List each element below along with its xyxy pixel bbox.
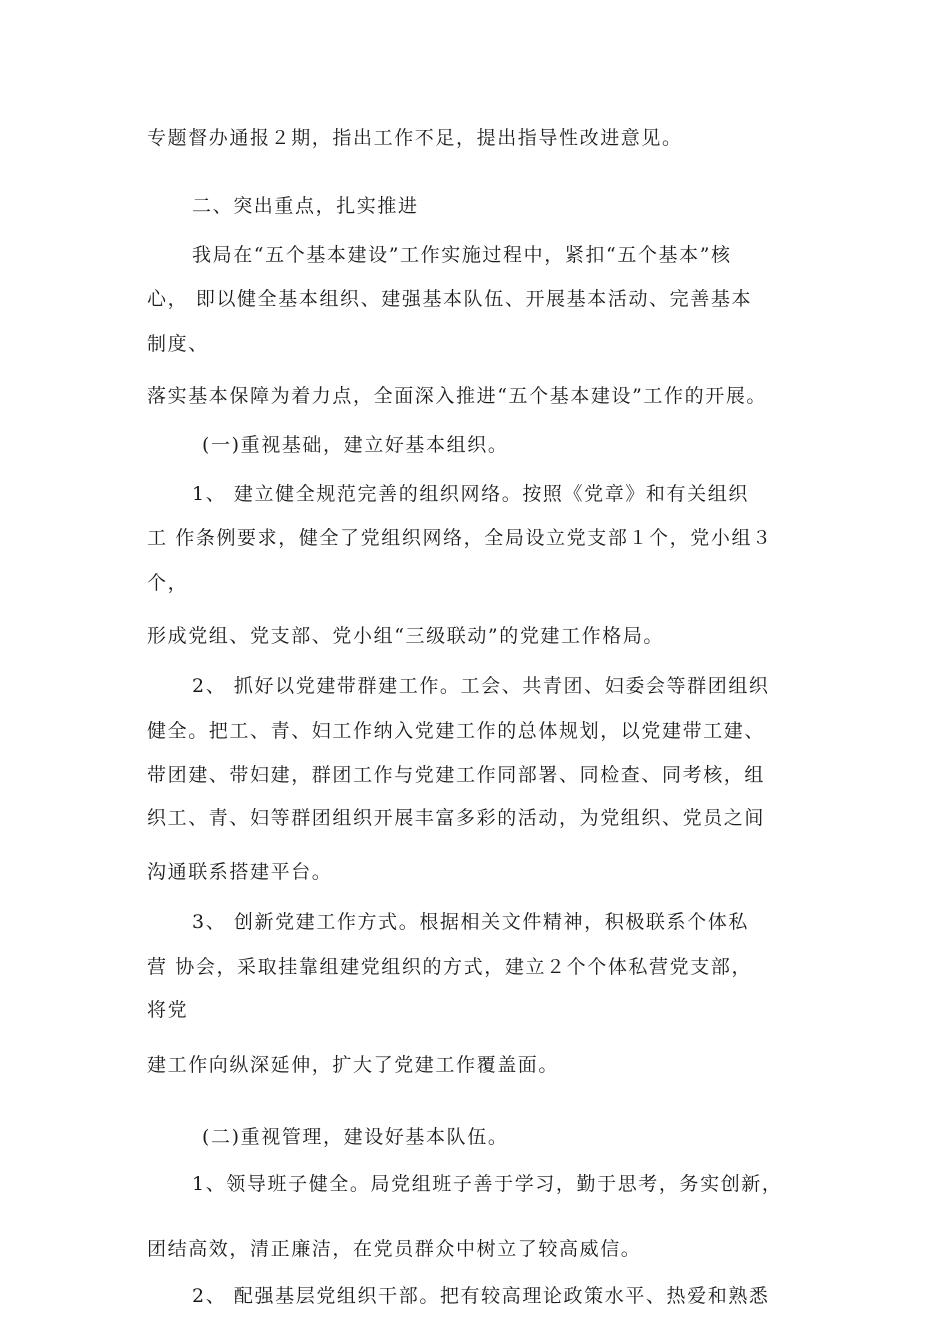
text-line: 1、 建立健全规范完善的组织网络。按照《党章》和有关组织 (192, 483, 749, 505)
text-line: 工 作条例要求，健全了党组织网络，全局设立党支部１个，党小组３ (147, 527, 773, 549)
text-line: 制度、 (147, 333, 209, 355)
text-line: 健全。把工、青、妇工作纳入党建工作的总体规划，以党建带工建、 (147, 720, 766, 742)
section-heading: 二、突出重点，扎实推进 (192, 195, 419, 217)
text-line: 3、 创新党建工作方式。根据相关文件精神，积极联系个体私 (192, 911, 749, 933)
text-line: 建工作向纵深延伸，扩大了党建工作覆盖面。 (147, 1054, 560, 1076)
text-line: 团结高效，清正廉洁，在党员群众中树立了较高威信。 (147, 1238, 642, 1260)
text-line: 织工、青、妇等群团组织开展丰富多彩的活动，为党组织、党员之间 (147, 807, 766, 829)
text-line: 我局在“五个基本建设”工作实施过程中，紧扣“五个基本”核 (192, 244, 732, 266)
subsection-heading: (一)重视基础，建立好基本组织。 (202, 434, 509, 456)
text-line: 2、 抓好以党建带群建工作。工会、共青团、妇委会等群团组织 (192, 675, 770, 697)
text-line: 1、领导班子健全。局党组班子善于学习，勤于思考，务实创新， (192, 1173, 783, 1195)
text-line: 带团建、带妇建，群团工作与党建工作同部署、同检查、同考核，组 (147, 764, 766, 786)
text-line: 沟通联系搭建平台。 (147, 861, 333, 883)
text-line: 形成党组、党支部、党小组“三级联动”的党建工作格局。 (147, 625, 665, 647)
text-line: 将党 (147, 999, 189, 1021)
text-line: 个， (147, 572, 189, 594)
text-line: 落实基本保障为着力点，全面深入推进“五个基本建设”工作的开展。 (147, 385, 768, 407)
subsection-heading: (二)重视管理，建设好基本队伍。 (202, 1126, 509, 1148)
text-line: 专题督办通报２期，指出工作不足，提出指导性改进意见。 (147, 127, 683, 149)
text-line: 心， 即以健全基本组织、建强基本队伍、开展基本活动、完善基本 (147, 288, 753, 310)
text-line: 营 协会，采取挂靠组建党组织的方式，建立２个个体私营党支部， (147, 956, 753, 978)
text-line: 2、 配强基层党组织干部。把有较高理论政策水平、热爱和熟悉 (192, 1285, 770, 1307)
